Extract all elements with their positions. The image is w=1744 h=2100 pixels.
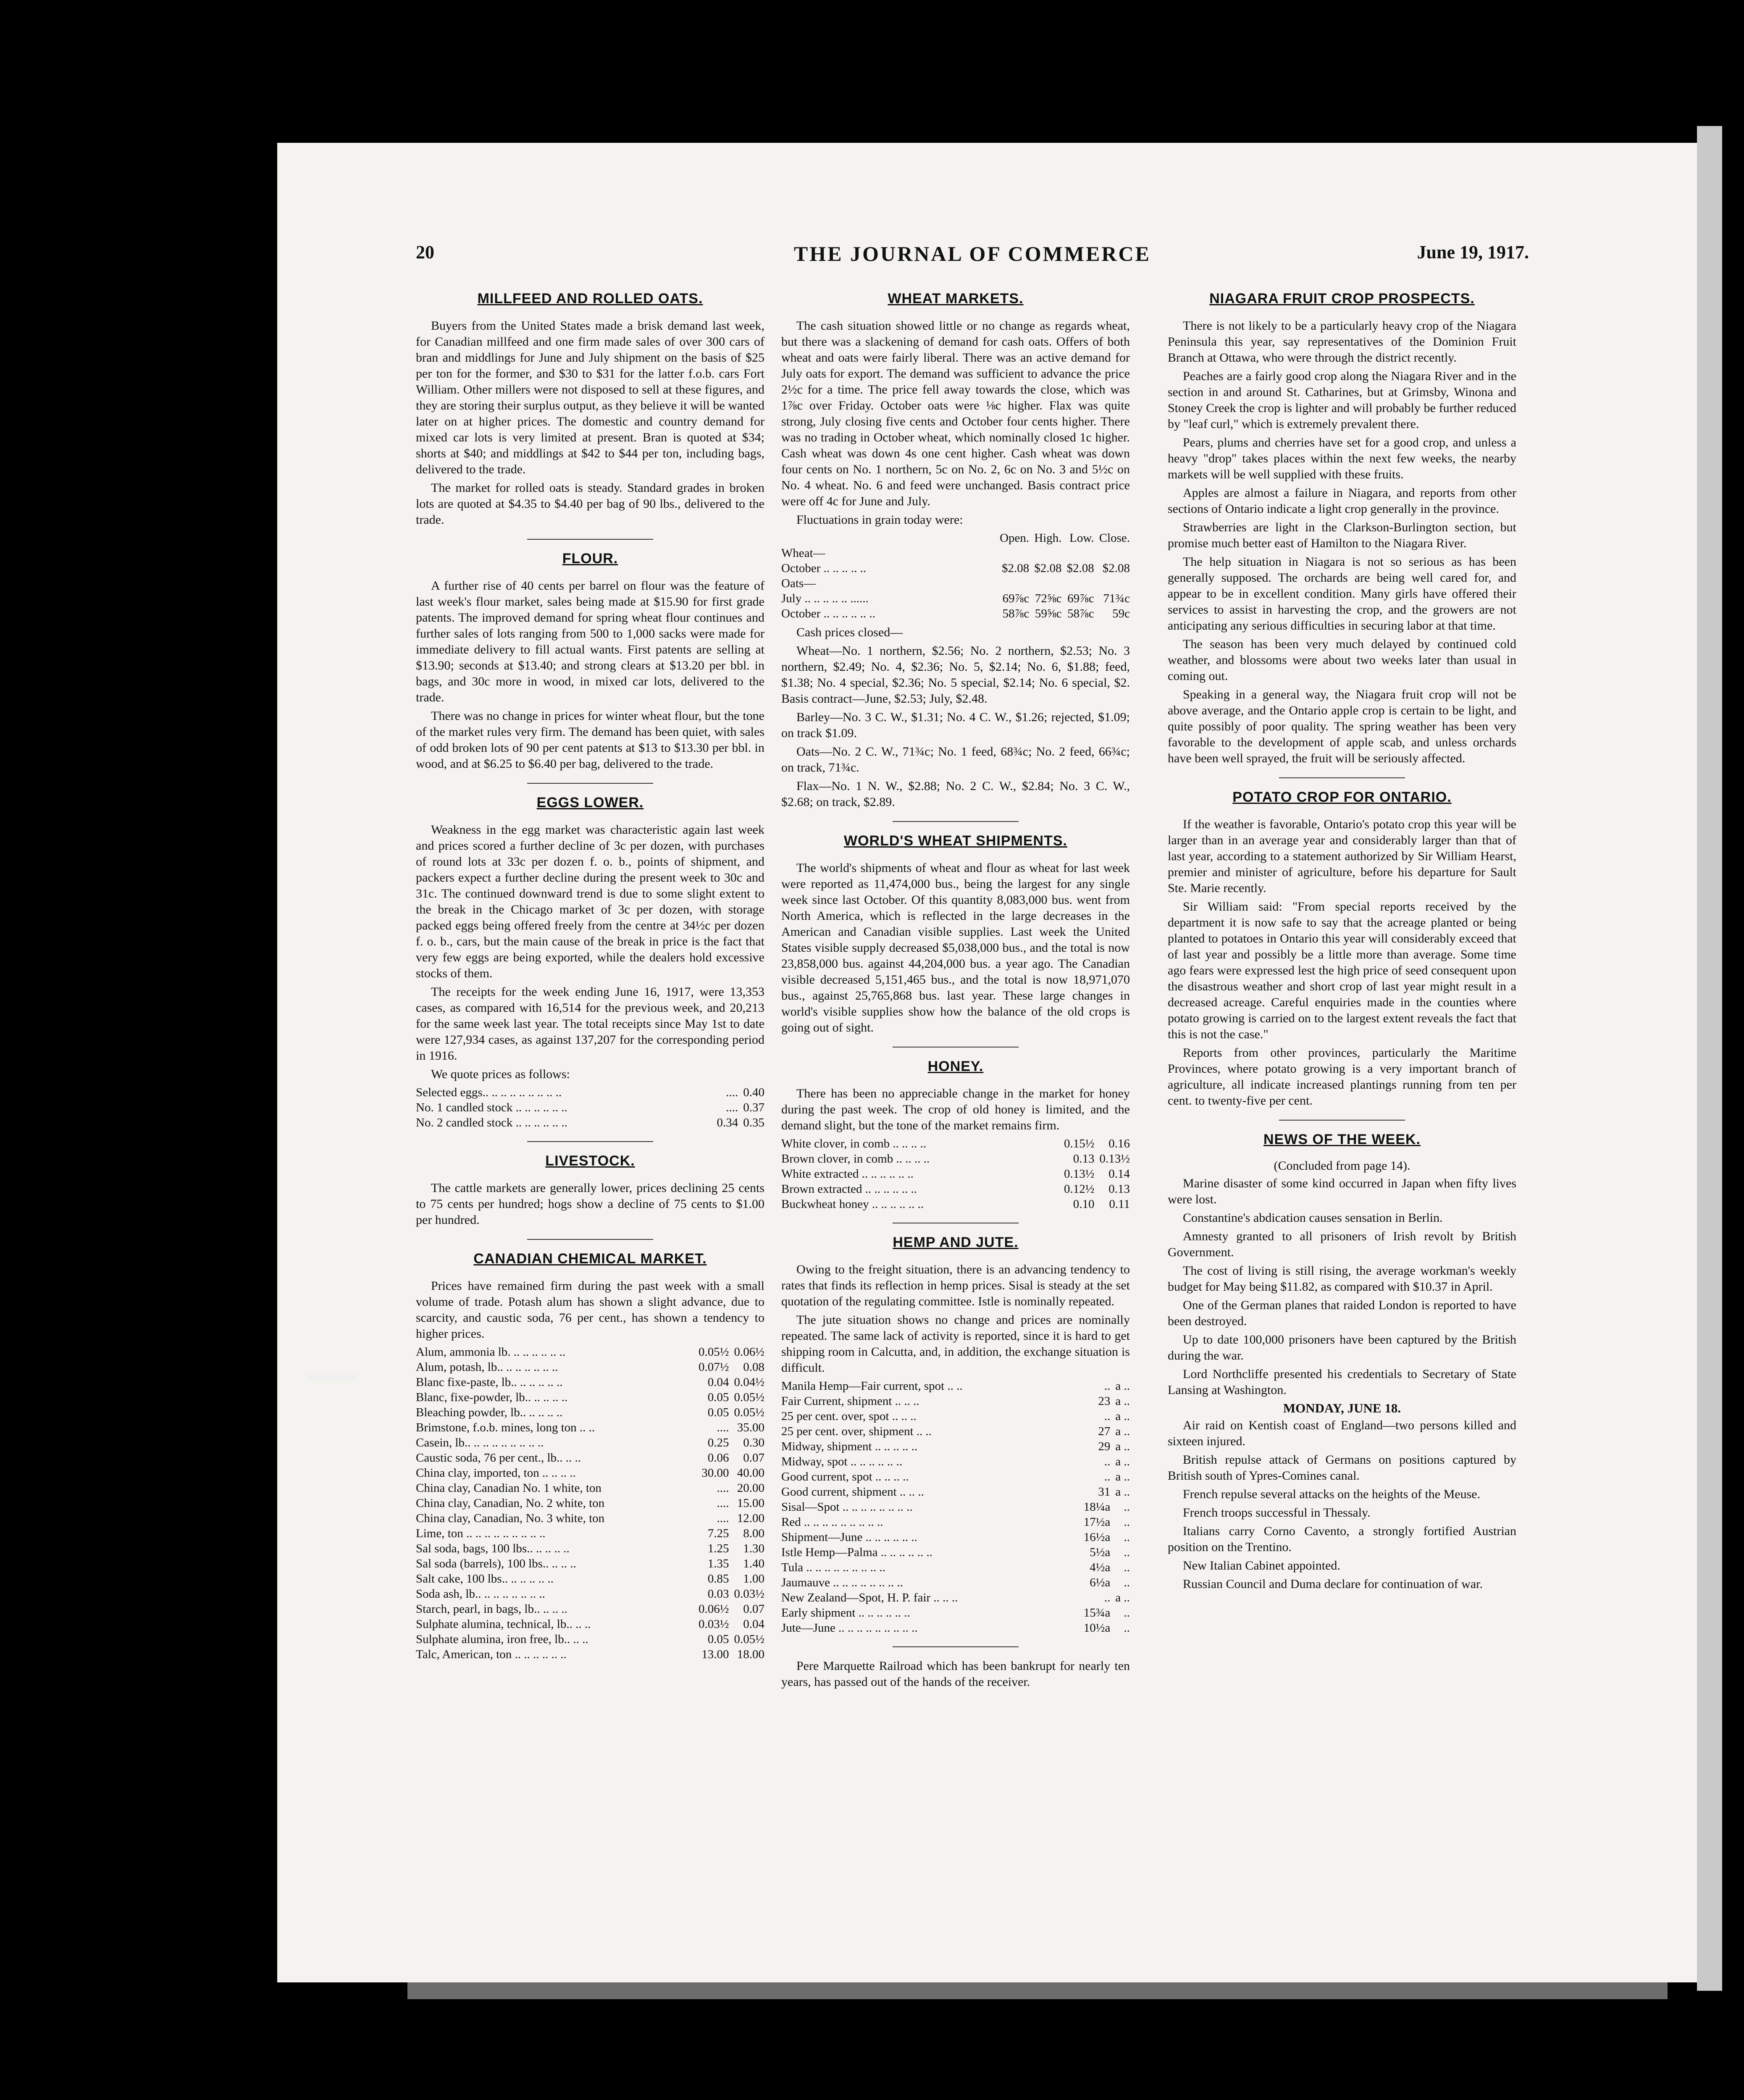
divider bbox=[527, 1141, 653, 1142]
paragraph: The cattle markets are generally lower, prices declining 25 cents to 75 cents per hundred; hogs show a decline of 75 cents to $1.00 per hundred. bbox=[416, 1181, 764, 1227]
price-low: 0.05 bbox=[707, 1391, 729, 1404]
table-row bbox=[781, 1166, 1130, 1181]
row-label: Lime, ton .. .. .. .. .. .. .. .. .. bbox=[416, 1527, 546, 1540]
table-row bbox=[781, 1545, 1130, 1560]
price-low: 69⅞c bbox=[1067, 592, 1094, 605]
paragraph: Prices have remained firm during the past week with a small volume of trade. Potash alum has shown a slight advance, due to scarcity, and caustic soda, 76 per cent., has shown a tendency to higher prices. bbox=[416, 1279, 764, 1341]
table-header-row bbox=[781, 530, 1130, 546]
table-row bbox=[781, 1560, 1130, 1575]
price-open: 58⅞c bbox=[1002, 607, 1030, 620]
price-high: 0.14 bbox=[1108, 1167, 1130, 1181]
price-low: 31 bbox=[1098, 1485, 1111, 1499]
table-row bbox=[781, 1378, 1130, 1394]
table-row bbox=[781, 1151, 1130, 1166]
news-item: One of the German planes that raided London is reported to have been destroyed. bbox=[1168, 1298, 1516, 1328]
table-row bbox=[416, 1511, 764, 1526]
row-label: Casein, lb.. .. .. .. .. .. .. .. .. bbox=[416, 1436, 544, 1449]
table-row bbox=[781, 1181, 1130, 1197]
row-label: Manila Hemp—Fair current, spot .. .. bbox=[781, 1379, 963, 1393]
row-label: October .. .. .. .. .. bbox=[781, 562, 867, 575]
table-row bbox=[781, 1394, 1130, 1409]
news-item: The cost of living is still rising, the average workman's weekly budget for May being $11.82, as compared with $10.37 in April. bbox=[1168, 1264, 1516, 1294]
price-high: 0.05½ bbox=[734, 1391, 764, 1404]
news-item: Air raid on Kentish coast of England—two persons killed and sixteen injured. bbox=[1168, 1418, 1516, 1448]
price-high: 40.00 bbox=[737, 1466, 764, 1480]
price-open: 69⅞c bbox=[1002, 592, 1030, 605]
row-label: Good current, spot .. .. .. .. bbox=[781, 1470, 909, 1483]
row-label: Jaumauve .. .. .. .. .. .. .. .. bbox=[781, 1576, 903, 1589]
article-title: WHEAT MARKETS. bbox=[888, 291, 1024, 307]
issue-date: June 19, 1917. bbox=[1417, 242, 1529, 262]
divider bbox=[527, 539, 653, 540]
row-label: 25 per cent. over, shipment .. .. bbox=[781, 1425, 932, 1438]
blank-cell bbox=[781, 530, 995, 546]
row-label: Shipment—June .. .. .. .. .. .. bbox=[781, 1530, 917, 1544]
price-low: 0.05½ bbox=[699, 1345, 729, 1359]
table-row bbox=[416, 1526, 764, 1541]
price-high: 59⅝c bbox=[1035, 607, 1062, 620]
table-row bbox=[416, 1435, 764, 1450]
price-high: 0.37 bbox=[743, 1101, 764, 1114]
paragraph: There is not likely to be a particularly heavy crop of the Niagara Peninsula this year, say representatives of the Dominion Fruit Branch at Ottawa, who were through the district recently. bbox=[1168, 319, 1516, 365]
column-header: Open. bbox=[1000, 531, 1030, 545]
row-label: China clay, Canadian, No. 2 white, ton bbox=[416, 1496, 605, 1510]
news-item: Up to date 100,000 prisoners have been captured by the British during the war. bbox=[1168, 1333, 1516, 1362]
row-label: New Zealand—Spot, H. P. fair .. .. .. bbox=[781, 1591, 958, 1604]
row-label: Midway, shipment .. .. .. .. .. bbox=[781, 1440, 918, 1453]
price-low: 0.34 bbox=[717, 1116, 738, 1129]
paragraph: The season has been very much delayed by continued cold weather, and blossoms were about two weeks later than usual in coming out. bbox=[1168, 637, 1516, 683]
row-label: Talc, American, ton .. .. .. .. .. .. bbox=[416, 1648, 567, 1661]
paragraph: There has been no appreciable change in the market for honey during the past week. The crop of old honey is limited, and the demand slight, but the tone of the market remains firm. bbox=[781, 1087, 1130, 1132]
price-high: .. bbox=[1124, 1546, 1130, 1559]
group-label: Wheat— bbox=[781, 546, 825, 560]
column-header: Low. bbox=[1069, 531, 1094, 545]
price-high: 8.00 bbox=[743, 1527, 764, 1540]
price-high: .. bbox=[1124, 1576, 1130, 1589]
table-row bbox=[781, 546, 1130, 561]
row-label: Salt cake, 100 lbs.. .. .. .. .. .. bbox=[416, 1572, 554, 1586]
price-low: 0.03½ bbox=[699, 1617, 729, 1631]
price-low: 23 bbox=[1098, 1394, 1111, 1408]
price-high: 0.13 bbox=[1108, 1182, 1130, 1196]
price-high: .. bbox=[1124, 1515, 1130, 1529]
column-2 bbox=[781, 286, 1130, 1693]
paragraph: Sir William said: "From special reports received by the department it is now safe to say that the acreage planted or being planted to potatoes in Ontario this year will considerably exceed that of last year and possibly be a little more than average. Some time ago fears were expressed lest the high price of seed consequent upon the disastrous weather and short crop of last year might result in a decreased acreage. Careful enquiries made in the counties where potato growing is carried on to the largest extent reveals the fact that this is not the case." bbox=[1168, 900, 1516, 1041]
price-low: .. bbox=[1104, 1410, 1111, 1423]
price-low: 5½a bbox=[1090, 1546, 1111, 1559]
price-high: 0.05½ bbox=[734, 1633, 764, 1646]
row-label: White extracted .. .. .. .. .. .. bbox=[781, 1167, 914, 1181]
paragraph: The receipts for the week ending June 16, 1917, were 13,353 cases, as compared with 16,514 for the previous week, and 20,213 for the same week last year. The total receipts since May 1st to date were 127,934 cases, as against 137,207 for the corresponding period in 1916. bbox=[416, 985, 764, 1063]
price-high: 72⅝c bbox=[1035, 592, 1062, 605]
table-row bbox=[781, 1409, 1130, 1424]
price-high: .. bbox=[1124, 1621, 1130, 1635]
price-high: 1.40 bbox=[743, 1557, 764, 1570]
margin-mark bbox=[307, 1373, 357, 1380]
table-row bbox=[781, 1469, 1130, 1484]
price-low: .. bbox=[1104, 1591, 1111, 1604]
paragraph: The cash situation showed little or no change as regards wheat, but there was a slackening of demand for cash oats. Offers of both wheat and oats were fairly liberal. There was an active demand for July oats for export. The demand was sufficient to advance the price 2½c for a time. The price fell away towards the close, which was 1⅞c over Friday. October oats were ⅛c higher. Flax was quite strong, July closing five cents and October four cents higher. There was no trading in October wheat, which nominally closed 1c higher. Cash wheat was down 4s one cent higher. Cash wheat was down four cents on No. 1 northern, 5c on No. 2, 6c on No. 3 and 5½c on No. 4 wheat. No. 6 and feed were unchanged. Basis contract price were off 4c for June and July. bbox=[781, 319, 1130, 508]
column-header: High. bbox=[1034, 531, 1062, 545]
article-title: POTATO CROP FOR ONTARIO. bbox=[1232, 789, 1452, 805]
price-low: 1.35 bbox=[707, 1557, 729, 1570]
paragraph: Cash prices closed— bbox=[796, 625, 903, 639]
price-low: 0.04 bbox=[707, 1376, 729, 1389]
table-row bbox=[781, 1515, 1130, 1530]
price-low: 0.06 bbox=[707, 1451, 729, 1465]
price-low: 7.25 bbox=[707, 1527, 729, 1540]
price-low: .. bbox=[1104, 1379, 1111, 1393]
row-label: China clay, imported, ton .. .. .. .. bbox=[416, 1466, 576, 1480]
price-high: .. bbox=[1124, 1530, 1130, 1544]
article-title: MILLFEED AND ROLLED OATS. bbox=[477, 291, 703, 307]
paragraph: If the weather is favorable, Ontario's potato crop this year will be larger than in an average year and considerably larger than that of last year, according to a statement authorized by Sir William Hearst, premier and minister of agriculture, before his departure for Sault Ste. Marie recently. bbox=[1168, 817, 1516, 895]
price-high: a .. bbox=[1115, 1440, 1130, 1453]
news-item: British repulse attack of Germans on positions captured by British south of Ypres-Comines canal. bbox=[1168, 1453, 1516, 1483]
price-high: .. bbox=[1124, 1561, 1130, 1574]
table-row bbox=[416, 1647, 764, 1662]
price-low: .... bbox=[717, 1421, 729, 1434]
price-high: 0.07 bbox=[743, 1602, 764, 1616]
price-high: 0.35 bbox=[743, 1116, 764, 1129]
table-row bbox=[416, 1571, 764, 1586]
paragraph: Strawberries are light in the Clarkson-Burlington section, but promise much better east of Hamilton to the Niagara River. bbox=[1168, 520, 1516, 550]
table-row bbox=[781, 1197, 1130, 1212]
price-high: 18.00 bbox=[737, 1648, 764, 1661]
price-high: 0.08 bbox=[743, 1360, 764, 1374]
row-label: Buckwheat honey .. .. .. .. .. .. bbox=[781, 1197, 924, 1211]
price-high: .. bbox=[1124, 1606, 1130, 1620]
table-row bbox=[781, 1484, 1130, 1499]
row-label: Blanc, fixe-powder, lb.. .. .. .. .. bbox=[416, 1391, 568, 1404]
price-low: 0.10 bbox=[1073, 1197, 1095, 1211]
price-low: 18¼a bbox=[1083, 1500, 1111, 1514]
price-low: 0.06½ bbox=[699, 1602, 729, 1616]
price-high: 0.11 bbox=[1109, 1197, 1130, 1211]
row-label: Soda ash, lb.. .. .. .. .. .. .. .. bbox=[416, 1587, 545, 1601]
table-row bbox=[416, 1541, 764, 1556]
news-item: New Italian Cabinet appointed. bbox=[1183, 1559, 1340, 1572]
price-low: 0.13 bbox=[1073, 1152, 1095, 1166]
table-row bbox=[416, 1375, 764, 1390]
price-low: 13.00 bbox=[701, 1648, 729, 1661]
table-row bbox=[416, 1405, 764, 1420]
news-item: Marine disaster of some kind occurred in Japan when fifty lives were lost. bbox=[1168, 1176, 1516, 1206]
paragraph: Reports from other provinces, particularly the Maritime Provinces, where potato growing is a very important branch of agriculture, all indicate increased plantings running from ten per cent. to twenty-five per cent. bbox=[1168, 1046, 1516, 1108]
paragraph: Apples are almost a failure in Niagara, and reports from other sections of Ontario indicate a light crop generally in the province. bbox=[1168, 486, 1516, 516]
row-label: July .. .. .. .. .. ...... bbox=[781, 592, 869, 605]
group-label: Oats— bbox=[781, 577, 816, 590]
price-open: $2.08 bbox=[1001, 562, 1030, 575]
news-item: Amnesty granted to all prisoners of Irish revolt by British Government. bbox=[1168, 1229, 1516, 1259]
price-high: 0.03½ bbox=[734, 1587, 764, 1601]
page-bottom-strip bbox=[407, 1982, 1668, 1999]
row-label: Starch, pearl, in bags, lb.. .. .. .. bbox=[416, 1602, 567, 1616]
row-label: 25 per cent. over, spot .. .. .. bbox=[781, 1410, 917, 1423]
table-row bbox=[416, 1480, 764, 1496]
row-label: White clover, in comb .. .. .. .. bbox=[781, 1137, 927, 1150]
price-low: 27 bbox=[1098, 1425, 1111, 1438]
table-row bbox=[416, 1360, 764, 1375]
price-low: 30.00 bbox=[701, 1466, 729, 1480]
table-row bbox=[416, 1085, 764, 1100]
row-label: Good current, shipment .. .. .. bbox=[781, 1485, 924, 1499]
table-row bbox=[781, 1530, 1130, 1545]
column-3 bbox=[1168, 286, 1516, 1595]
news-item: Lord Northcliffe presented his credentials to Secretary of State Lansing at Washington. bbox=[1168, 1367, 1516, 1397]
price-high: 0.06½ bbox=[734, 1345, 764, 1359]
row-label: No. 1 candled stock .. .. .. .. .. .. bbox=[416, 1101, 567, 1114]
price-high: a .. bbox=[1115, 1410, 1130, 1423]
column-header: Close. bbox=[1099, 531, 1130, 545]
row-label: Red .. .. .. .. .. .. .. .. .. bbox=[781, 1515, 883, 1529]
news-item: Italians carry Corno Cavento, a strongly fortified Austrian position on the Trentino. bbox=[1168, 1524, 1516, 1554]
page-header bbox=[416, 242, 1529, 275]
paragraph: The market for rolled oats is steady. Standard grades in broken lots are quoted at $4.35 to $4.40 per bag of 90 lbs., delivered to the trade. bbox=[416, 481, 764, 527]
price-high: 0.16 bbox=[1108, 1137, 1130, 1150]
table-row bbox=[781, 1439, 1130, 1454]
row-label: Alum, ammonia lb. .. .. .. .. .. .. bbox=[416, 1345, 566, 1359]
table-row bbox=[781, 606, 1130, 621]
price-low: .... bbox=[726, 1101, 738, 1114]
row-label: Caustic soda, 76 per cent., lb.. .. .. bbox=[416, 1451, 581, 1465]
article-title: CANADIAN CHEMICAL MARKET. bbox=[473, 1251, 707, 1267]
price-low: 0.05 bbox=[707, 1633, 729, 1646]
table-row bbox=[416, 1465, 764, 1480]
price-high: a .. bbox=[1115, 1485, 1130, 1499]
row-label: China clay, Canadian, No. 3 white, ton bbox=[416, 1512, 605, 1525]
price-high: 20.00 bbox=[737, 1481, 764, 1495]
paragraph: There was no change in prices for winter wheat flour, but the tone of the market rules very firm. The demand has been quiet, with sales of odd broken lots of 90 per cent patents at $13 to $13.30 per bbl. in wood, and at $6.25 to $6.40 per bag, delivered to the trade. bbox=[416, 709, 764, 771]
paragraph: Pears, plums and cherries have set for a good crop, and unless a heavy "drop" takes places within the next few weeks, the nearby markets will be well supplied with these fruits. bbox=[1168, 436, 1516, 481]
article-title: NIAGARA FRUIT CROP PROSPECTS. bbox=[1209, 291, 1475, 307]
row-label: Selected eggs.. .. .. .. .. .. .. .. .. bbox=[416, 1086, 562, 1099]
price-high: 0.04 bbox=[743, 1617, 764, 1631]
price-low: 0.25 bbox=[707, 1436, 729, 1449]
egg-price-table bbox=[416, 1085, 764, 1130]
row-label: Bleaching powder, lb.. .. .. .. .. bbox=[416, 1406, 563, 1419]
row-label: Sal soda (barrels), 100 lbs.. .. .. .. bbox=[416, 1557, 576, 1570]
price-low: 16½a bbox=[1083, 1530, 1111, 1544]
price-low: .... bbox=[717, 1496, 729, 1510]
table-row bbox=[781, 1605, 1130, 1620]
row-label: China clay, Canadian No. 1 white, ton bbox=[416, 1481, 601, 1495]
table-row bbox=[416, 1344, 764, 1360]
row-label: Brimstone, f.o.b. mines, long ton .. .. bbox=[416, 1421, 595, 1434]
price-low: 15¾a bbox=[1083, 1606, 1111, 1620]
article-title: EGGS LOWER. bbox=[536, 795, 644, 811]
price-low: 6½a bbox=[1090, 1576, 1111, 1589]
price-high: 15.00 bbox=[737, 1496, 764, 1510]
row-label: Sisal—Spot .. .. .. .. .. .. .. .. bbox=[781, 1500, 913, 1514]
paragraph: The jute situation shows no change and prices are nominally repeated. The same lack of activity is reported, since it is hard to get shipping room in Calcutta, and, in addition, the exchange situation is difficult. bbox=[781, 1313, 1130, 1375]
row-label: Tula .. .. .. .. .. .. .. .. .. bbox=[781, 1561, 885, 1574]
article-title: NEWS OF THE WEEK. bbox=[1263, 1131, 1421, 1147]
table-row bbox=[416, 1390, 764, 1405]
table-row bbox=[416, 1115, 764, 1130]
divider bbox=[527, 1239, 653, 1240]
table-row bbox=[781, 1620, 1130, 1635]
row-label: Sulphate alumina, technical, lb.. .. .. bbox=[416, 1617, 591, 1631]
chemical-price-table bbox=[416, 1344, 764, 1662]
price-low: 0.85 bbox=[707, 1572, 729, 1586]
price-high: a .. bbox=[1115, 1394, 1130, 1408]
news-item: French repulse several attacks on the heights of the Meuse. bbox=[1183, 1487, 1481, 1501]
row-label: Brown clover, in comb .. .. .. .. bbox=[781, 1152, 930, 1166]
price-low: 0.12½ bbox=[1064, 1182, 1095, 1196]
table-row bbox=[781, 1499, 1130, 1515]
paragraph: A further rise of 40 cents per barrel on flour was the feature of last week's flour market, sales being made at $15.90 for first grade patents. The improved demand for spring wheat flour continues and further sales of lots ranging from 500 to 1,000 sacks were made for immediate delivery to fill actual wants. First patents are selling at $13.90; seconds at $13.40; and strong clears at $13.20 per bbl. in bags, and 30c more in wood, in mixed car lots, delivered to the trade. bbox=[416, 579, 764, 704]
table-row bbox=[416, 1586, 764, 1601]
paragraph: The help situation in Niagara is not so serious as has been generally supposed. The orchards are being well cared for, and appear to be in excellent condition. Many girls have offered their services to assist in harvesting the crop, and the growers are not anticipating any serious difficulties in securing labor at that time. bbox=[1168, 555, 1516, 633]
article-title: LIVESTOCK. bbox=[545, 1153, 635, 1169]
price-low: 17½a bbox=[1083, 1515, 1111, 1529]
row-label: Fair Current, shipment .. .. .. bbox=[781, 1394, 919, 1408]
paragraph: Oats—No. 2 C. W., 71¾c; No. 1 feed, 68¾c; No. 2 feed, 66¾c; on track, 71¾c. bbox=[781, 745, 1130, 774]
table-row bbox=[781, 1575, 1130, 1590]
price-high: a .. bbox=[1115, 1455, 1130, 1468]
row-label: Blanc fixe-paste, lb.. .. .. .. .. .. bbox=[416, 1376, 563, 1389]
paragraph: Pere Marquette Railroad which has been bankrupt for nearly ten years, has passed out of the hands of the receiver. bbox=[781, 1659, 1130, 1689]
table-row bbox=[781, 1136, 1130, 1151]
price-low: 29 bbox=[1098, 1440, 1111, 1453]
row-label: No. 2 candled stock .. .. .. .. .. .. bbox=[416, 1116, 567, 1129]
price-high: a .. bbox=[1115, 1379, 1130, 1393]
price-close: 71¾c bbox=[1103, 592, 1130, 605]
price-low: .... bbox=[717, 1512, 729, 1525]
news-item: French troops successful in Thessaly. bbox=[1183, 1506, 1371, 1520]
price-low: 0.05 bbox=[707, 1406, 729, 1419]
row-label: October .. .. .. .. .. .. bbox=[781, 607, 875, 620]
price-high: a .. bbox=[1115, 1470, 1130, 1483]
price-low: $2.08 bbox=[1066, 562, 1094, 575]
paragraph: Fluctuations in grain today were: bbox=[796, 513, 963, 527]
table-row bbox=[416, 1617, 764, 1632]
table-row bbox=[781, 1454, 1130, 1469]
price-high: 1.00 bbox=[743, 1572, 764, 1586]
row-label: Alum, potash, lb.. .. .. .. .. .. .. bbox=[416, 1360, 558, 1374]
table-row bbox=[416, 1100, 764, 1115]
price-high: 0.40 bbox=[743, 1086, 764, 1099]
page-edge-strip bbox=[1697, 126, 1722, 1991]
table-row bbox=[781, 1424, 1130, 1439]
paragraph: Wheat—No. 1 northern, $2.56; No. 2 northern, $2.53; No. 3 northern, $2.49; No. 4, $2.36; No. 5, $2.14; No. 6, $1.88; feed, $1.38; No. 4 special, $2.36; No. 5 special, $2.14; No. 6 special, $2. Basis contract—June, $2.53; July, $2.48. bbox=[781, 644, 1130, 706]
paragraph: Speaking in a general way, the Niagara fruit crop will not be above average, and the Ontario apple crop is certain to be light, and quite possibly of poor quality. The spring weather has been very favorable to the development of apple scab, and unless orchards have been well sprayed, the fruit will be seriously affected. bbox=[1168, 688, 1516, 765]
row-label: Early shipment .. .. .. .. .. .. bbox=[781, 1606, 910, 1620]
table-row bbox=[416, 1601, 764, 1617]
article-title: HEMP AND JUTE. bbox=[893, 1234, 1019, 1250]
divider bbox=[893, 821, 1019, 822]
paragraph: Weakness in the egg market was characteristic again last week and prices scored a further decline of 3c per dozen, with purchases of round lots at 33c per dozen f. o. b., points of shipment, and packers expect a further decline during the present week to 30c and 31c. The continued downward trend is due to some slight extent to the break in the Chicago market of 3c per dozen, with storage packed eggs being offered freely from the centre at 34½c per dozen f. o. b., cars, but the main cause of the break in price is the fact that very few eggs are being exported, while the dealers hold excessive stocks of them. bbox=[416, 823, 764, 980]
price-low: .. bbox=[1104, 1455, 1111, 1468]
price-high: 0.13½ bbox=[1099, 1152, 1130, 1166]
row-label: Sulphate alumina, iron free, lb.. .. .. bbox=[416, 1633, 588, 1646]
price-close: 59c bbox=[1112, 607, 1130, 620]
article-title: WORLD'S WHEAT SHIPMENTS. bbox=[844, 833, 1067, 849]
price-low: 10½a bbox=[1083, 1621, 1111, 1635]
column-1 bbox=[416, 286, 764, 1665]
table-row bbox=[416, 1556, 764, 1571]
price-high: 0.04½ bbox=[734, 1376, 764, 1389]
row-label: Midway, spot .. .. .. .. .. .. bbox=[781, 1455, 903, 1468]
table-row bbox=[781, 576, 1130, 591]
divider bbox=[893, 1646, 1019, 1647]
price-low: 1.25 bbox=[707, 1542, 729, 1555]
price-low: 0.07½ bbox=[699, 1360, 729, 1374]
paragraph: Flax—No. 1 N. W., $2.88; No. 2 C. W., $2.84; No. 3 C. W., $2.68; on track, $2.89. bbox=[781, 779, 1130, 809]
divider bbox=[1279, 1120, 1405, 1121]
table-row bbox=[416, 1420, 764, 1435]
price-low: .. bbox=[1104, 1470, 1111, 1483]
price-low: .... bbox=[726, 1086, 738, 1099]
news-item: Russian Council and Duma declare for continuation of war. bbox=[1183, 1577, 1483, 1591]
row-label: Jute—June .. .. .. .. .. .. .. .. .. bbox=[781, 1621, 918, 1635]
table-row bbox=[781, 1590, 1130, 1605]
day-heading: MONDAY, JUNE 18. bbox=[1283, 1401, 1401, 1415]
paragraph: We quote prices as follows: bbox=[431, 1067, 570, 1081]
price-close: $2.08 bbox=[1102, 562, 1130, 575]
paragraph: Peaches are a fairly good crop along the Niagara River and in the section in and around St. Catharines, but at Grimsby, Winona and Stoney Creek the crop is lighter and will probably be further reduced by "leaf curl," which is extremely prevalent there. bbox=[1168, 369, 1516, 431]
table-row bbox=[781, 561, 1130, 576]
table-row bbox=[781, 591, 1130, 606]
row-label: Brown extracted .. .. .. .. .. .. bbox=[781, 1182, 917, 1196]
divider bbox=[1279, 777, 1405, 778]
hemp-price-table bbox=[781, 1378, 1130, 1635]
table-row bbox=[416, 1496, 764, 1511]
article-title: HONEY. bbox=[927, 1058, 984, 1074]
table-row bbox=[416, 1632, 764, 1647]
paragraph: Owing to the freight situation, there is an advancing tendency to rates that finds its reflection in hemp prices. Sisal is steady at the set quotation of the regulating committee. Istle is nominally repeated. bbox=[781, 1263, 1130, 1308]
price-high: 0.30 bbox=[743, 1436, 764, 1449]
price-high: 0.07 bbox=[743, 1451, 764, 1465]
price-high: 1.30 bbox=[743, 1542, 764, 1555]
paragraph: The world's shipments of wheat and flour as wheat for last week were reported as 11,474,000 bus., being the largest for any single week since last October. Of this quantity 8,083,000 bus. went from North America, which is reflected in the large decreases in the American and Canadian visible supplies. Last week the United States visible supply decreased $5,038,000 bus., and the total is now 23,858,000 bus. against 44,204,000 bus. a year ago. The Canadian visible decreased 5,151,465 bus., and the total is now 18,971,070 bus., against 25,765,868 bus. last year. These large changes in world's visible supplies show how the balance of the old crops is going out of sight. bbox=[781, 861, 1130, 1034]
price-high: 35.00 bbox=[737, 1421, 764, 1434]
masthead-title: THE JOURNAL OF COMMERCE bbox=[794, 242, 1151, 265]
row-label: Istle Hemp—Palma .. .. .. .. .. .. bbox=[781, 1546, 933, 1559]
article-subtitle: (Concluded from page 14). bbox=[1274, 1159, 1410, 1173]
price-low: 0.13½ bbox=[1064, 1167, 1095, 1181]
price-low: 58⅞c bbox=[1067, 607, 1094, 620]
paragraph: Barley—No. 3 C. W., $1.31; No. 4 C. W., $1.26; rejected, $1.09; on track $1.09. bbox=[781, 710, 1130, 740]
price-high: 12.00 bbox=[737, 1512, 764, 1525]
divider bbox=[527, 783, 653, 784]
price-high: a .. bbox=[1115, 1425, 1130, 1438]
grain-fluctuation-table bbox=[781, 530, 1130, 621]
page-number: 20 bbox=[416, 242, 434, 262]
news-item: Constantine's abdication causes sensation in Berlin. bbox=[1183, 1211, 1443, 1225]
row-label: Sal soda, bags, 100 lbs.. .. .. .. .. bbox=[416, 1542, 570, 1555]
price-high: a .. bbox=[1115, 1591, 1130, 1604]
price-low: 0.03 bbox=[707, 1587, 729, 1601]
price-low: 0.15½ bbox=[1064, 1137, 1095, 1150]
table-row bbox=[416, 1450, 764, 1465]
paragraph: Buyers from the United States made a brisk demand last week, for Canadian millfeed and one firm made sales of over 300 cars of bran and middlings for June and July shipment on the basis of $25 per ton for the former, and $30 to $31 for the latter f.o.b. cars Fort William. Other millers were not disposed to sell at these figures, and they are storing their surplus output, as they believe it will be wanted later on at higher prices. The domestic and country demand for mixed car lots is very limited at present. Bran is quoted at $34; shorts at $40; and middlings at $42 to $44 per ton, including bags, delivered to the trade. bbox=[416, 319, 764, 476]
price-high: 0.05½ bbox=[734, 1406, 764, 1419]
article-title: FLOUR. bbox=[562, 551, 618, 567]
price-high: $2.08 bbox=[1034, 562, 1062, 575]
price-low: 4½a bbox=[1090, 1561, 1111, 1574]
price-low: .... bbox=[717, 1481, 729, 1495]
honey-price-table bbox=[781, 1136, 1130, 1212]
price-high: .. bbox=[1124, 1500, 1130, 1514]
